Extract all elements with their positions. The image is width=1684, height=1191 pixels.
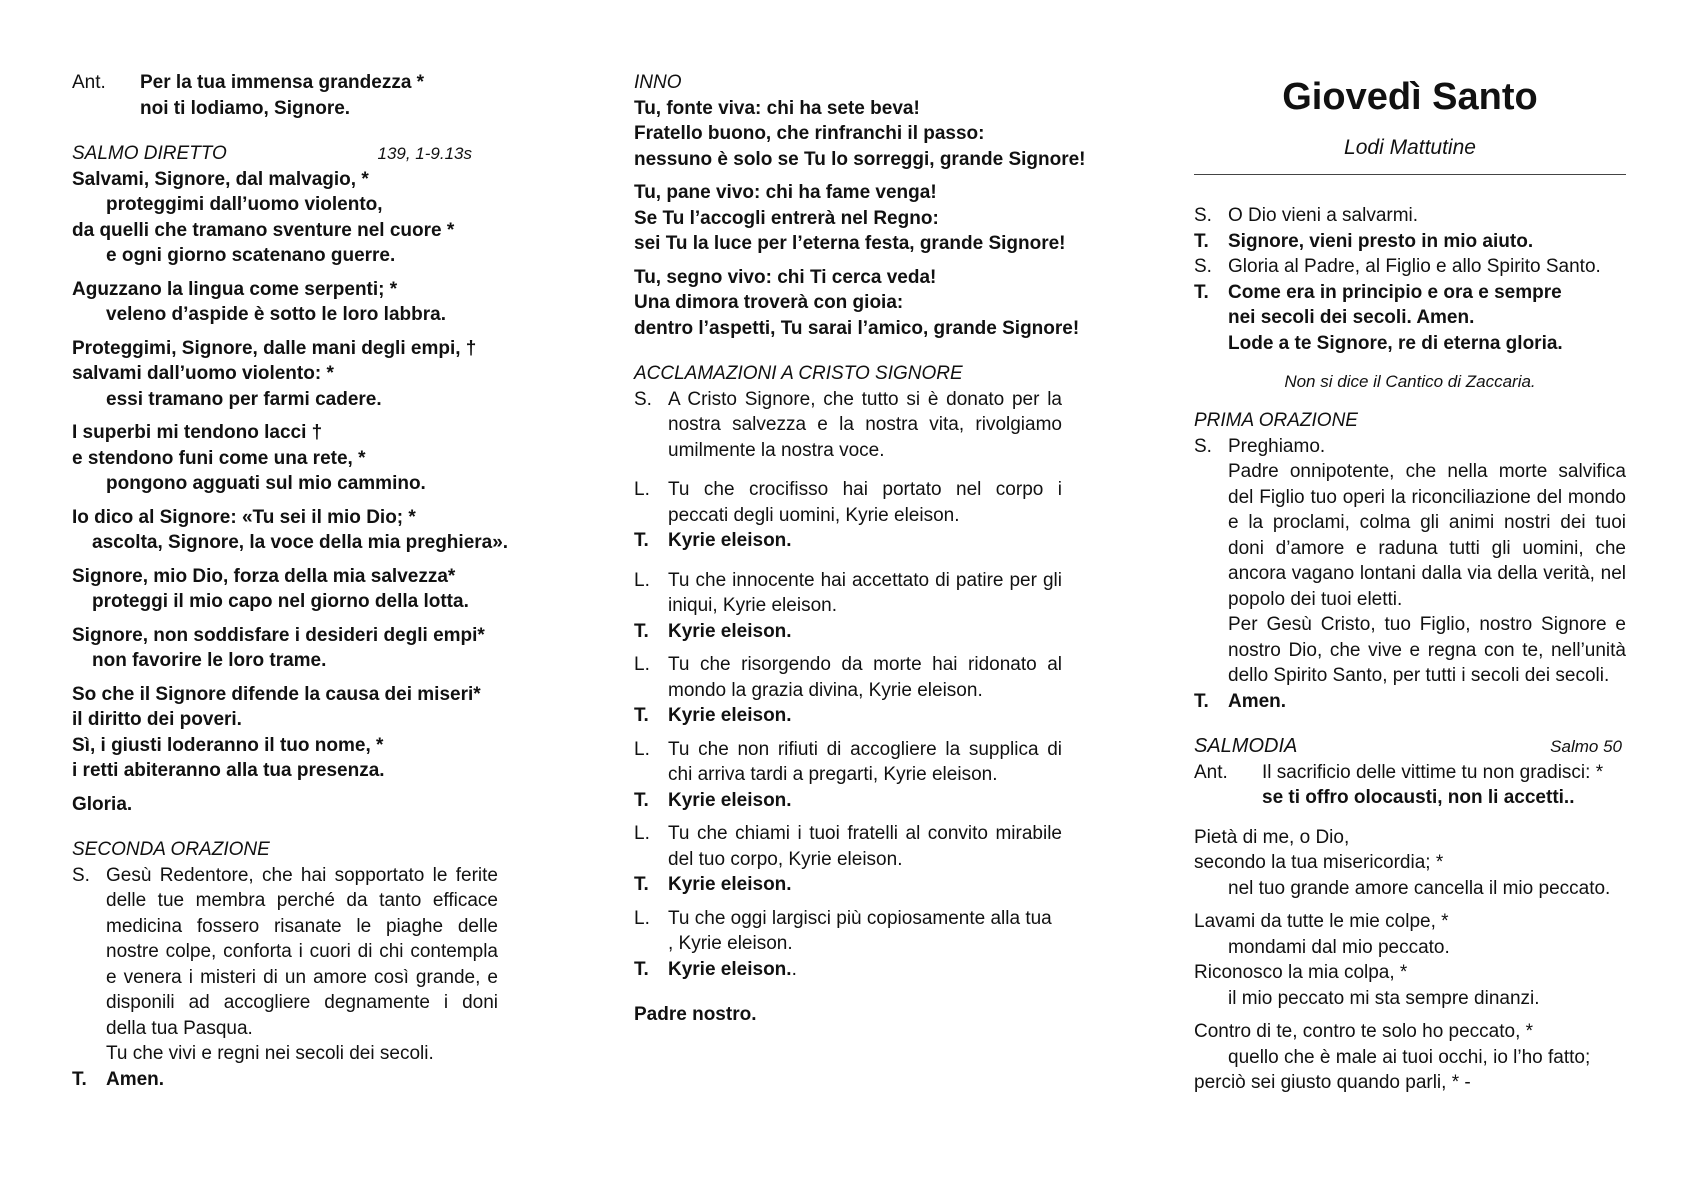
middle-column: [634, 70, 1086, 1028]
stanza: [72, 682, 498, 784]
invocation-text: Tu che oggi largisci più copiosamente alla tua , Kyrie eleison.: [668, 907, 1052, 954]
response-text: Kyrie eleison.: [668, 874, 792, 895]
verse: e ogni giorno scatenano guerre.: [106, 245, 396, 266]
verse: Se Tu l’accogli entrerà nel Regno:: [634, 207, 939, 229]
page-title: Giovedì Santo: [1282, 76, 1538, 118]
prayer-title: SECONDA ORAZIONE: [72, 839, 270, 860]
verse: Io dico al Signore: «Tu sei il mio Dio; *: [72, 506, 416, 528]
verse: quello che è male ai tuoi occhi, io l’ho fatto;: [1228, 1046, 1591, 1068]
invocation: [634, 737, 1062, 814]
verse: secondo la tua misericordia; *: [1194, 852, 1444, 873]
invocation-text: Tu che chiami i tuoi fratelli al convito mirabile del tuo corpo, Kyrie eleison.: [668, 823, 1062, 870]
reader-label: L.: [634, 654, 650, 675]
response-text: Kyrie eleison.: [668, 705, 792, 726]
invocation: [634, 906, 1062, 983]
prayer: [72, 863, 498, 1067]
response-label: T.: [634, 620, 649, 642]
antiphon-line: noi ti lodiamo, Signore.: [140, 97, 351, 119]
speaker-label: S.: [1194, 256, 1212, 277]
amen: [1194, 689, 1626, 715]
lode-text: Lode a te Signore, re di eterna gloria.: [1228, 332, 1563, 354]
psalm-text: [72, 167, 509, 818]
response-text: Kyrie eleison.: [668, 620, 792, 642]
verse: proteggimi dall’uomo violento,: [106, 194, 383, 215]
verse: Tu, fonte viva: chi ha sete beva!: [634, 97, 920, 119]
verse: da quelli che tramano sventure nel cuore *: [72, 219, 455, 241]
psalm-reference: 139, 1-9.13s: [377, 144, 472, 163]
hymn-text: [634, 96, 1086, 342]
verse: Signore, mio Dio, forza della mia salvezza*: [72, 565, 456, 587]
psalm-title: SALMO DIRETTO: [72, 143, 227, 164]
salmodia-heading: [1194, 734, 1626, 760]
page-subtitle: Lodi Mattutine: [1344, 136, 1476, 159]
verse: veleno d’aspide è sotto le loro labbra.: [106, 304, 446, 325]
reader-label: L.: [634, 738, 650, 760]
speaker-label: S.: [1194, 435, 1212, 457]
hymn-stanza: [634, 96, 1086, 173]
stanza: [1194, 825, 1626, 902]
response-text: Kyrie eleison.: [668, 530, 792, 551]
verse: Fratello buono, che rinfranchi il passo:: [634, 123, 985, 144]
verse: Signore, non soddisfare i desideri degli empi*: [72, 624, 485, 646]
speaker-label: T.: [1194, 281, 1209, 303]
amen: [72, 1067, 498, 1093]
speaker-label: T.: [1194, 230, 1209, 252]
title-divider: [1194, 174, 1626, 175]
verse: il mio peccato mi sta sempre dinanzi.: [1228, 987, 1540, 1009]
verse: salvami dall’uomo violento: *: [72, 363, 334, 384]
verse: il diritto dei poveri.: [72, 709, 242, 730]
verse: Proteggimi, Signore, dalle mani degli empi, †: [72, 337, 477, 359]
prayer-heading: [72, 837, 498, 863]
response-label: T.: [634, 958, 649, 980]
prayer-text: Gesù Redentore, che hai sopportato le ferite delle tue membra perché da tanto efficace medicina fossero risanate le piaghe delle nostre colpe, conforta i cuori di chi contempla e venera i misteri di un amore così grande, e disponili ad accogliere degnamente i doni della tua Pasqua.: [106, 864, 498, 1039]
verse: dentro l’aspetti, Tu sarai l’amico, grande Signore!: [634, 317, 1080, 339]
verse: Aguzzano la lingua come serpenti; *: [72, 278, 398, 300]
versicle: Signore, vieni presto in mio aiuto.: [1228, 230, 1534, 252]
opening-versicles: [1194, 203, 1626, 356]
invocation: [634, 568, 1062, 645]
prayer-close: Per Gesù Cristo, tuo Figlio, nostro Signore e nostro Dio, che vive e regna con te, nell’unità dello Spirito Santo, per tutti i secoli dei secoli.: [1228, 614, 1626, 686]
reader-label: L.: [634, 823, 650, 844]
amen-text: Amen.: [106, 1068, 165, 1090]
reader-label: L.: [634, 907, 650, 929]
verse: sei Tu la luce per l’eterna festa, grande Signore!: [634, 233, 1066, 254]
preghiamo: Preghiamo.: [1228, 435, 1326, 457]
prayer-title: PRIMA ORAZIONE: [1194, 410, 1358, 431]
antiphon-line: Il sacrificio delle vittime tu non gradisci: *: [1262, 761, 1604, 783]
speaker-label: S.: [634, 388, 652, 410]
prayer: [1194, 434, 1626, 689]
gloria: Gloria.: [72, 793, 133, 815]
verse: Una dimora troverà con gioia:: [634, 292, 904, 313]
verse: pongono agguati sul mio cammino.: [106, 473, 426, 494]
invocation-text: Tu che risorgendo da morte hai ridonato al mondo la grazia divina, Kyrie eleison.: [668, 654, 1062, 701]
salmodia-title: SALMODIA: [1194, 735, 1298, 757]
reader-label: L.: [634, 479, 650, 500]
acclamations-title: ACCLAMAZIONI A CRISTO SIGNORE: [634, 363, 963, 384]
verse: Pietà di me, o Dio,: [1194, 826, 1350, 848]
verse: i retti abiteranno alla tua presenza.: [72, 760, 385, 781]
hymn-title: INNO: [634, 72, 682, 93]
versicle: Come era in principio e ora e sempre nei secoli dei secoli. Amen.: [1228, 281, 1562, 328]
speaker-label: S.: [1194, 205, 1212, 226]
psalm-heading: [72, 141, 472, 167]
stanza: [1194, 1019, 1626, 1096]
verse: I superbi mi tendono lacci †: [72, 422, 323, 443]
response-label: T.: [634, 789, 649, 811]
prayer-text: Padre onnipotente, che nella morte salvifica del Figlio tuo operi la riconciliazione del mondo e la proclami, colma gli animi nostri dei tuoi doni d’amore e raduna tutti gli uomini, che ancora vagano lontani dalla via della verità, nel popolo dei tuoi eletti.: [1228, 461, 1626, 610]
prayer-close: Tu che vivi e regni nei secoli dei secoli.: [106, 1043, 434, 1064]
verse: So che il Signore difende la causa dei miseri*: [72, 683, 481, 705]
antiphon: [72, 70, 498, 121]
right-column: [1194, 70, 1626, 1096]
antiphon-label: Ant.: [1194, 761, 1228, 783]
hymn-stanza: [634, 265, 1080, 342]
stanza: [72, 505, 509, 556]
prayer-heading: [1194, 408, 1626, 434]
versicle: Gloria al Padre, al Figlio e allo Spirito Santo.: [1228, 256, 1601, 277]
verse: perciò sei giusto quando parli, * -: [1194, 1072, 1471, 1093]
antiphon-line: se ti offro olocausti, non li accetti..: [1262, 787, 1575, 808]
response-text: Kyrie eleison.: [668, 789, 792, 811]
stanza: [72, 564, 498, 615]
verse: nel tuo grande amore cancella il mio peccato.: [1228, 877, 1611, 899]
hymn-heading: [634, 70, 1062, 96]
salmodia-reference: Salmo 50: [1550, 737, 1622, 756]
verse: Contro di te, contro te solo ho peccato, *: [1194, 1021, 1534, 1042]
stanza: [72, 623, 498, 674]
speaker-label: T.: [1194, 690, 1209, 712]
speaker-label: T.: [72, 1068, 87, 1090]
verse: non favorire le loro trame.: [92, 650, 327, 671]
invocation-text: Tu che crocifisso hai portato nel corpo i peccati degli uomini, Kyrie eleison.: [668, 479, 1062, 526]
trailing-period: .: [791, 958, 797, 980]
verse: Tu, pane vivo: chi ha fame venga!: [634, 182, 937, 203]
antiphon-line: Per la tua immensa grandezza *: [140, 72, 425, 93]
invocation: [634, 477, 1062, 554]
stanza: [72, 167, 498, 269]
acclamations-heading: [634, 361, 1062, 387]
verse: Tu, segno vivo: chi Ti cerca veda!: [634, 266, 937, 288]
intro-text: A Cristo Signore, che tutto si è donato per la nostra salvezza e la nostra vita, rivolgiamo umilmente la nostra voce.: [668, 388, 1062, 461]
verse: Riconosco la mia colpa, *: [1194, 962, 1408, 983]
verse: e stendono funi come una rete, *: [72, 447, 366, 469]
verse: Sì, i giusti loderanno il tuo nome, *: [72, 734, 384, 756]
amen-text: Amen.: [1228, 690, 1287, 712]
verse: nessuno è solo se Tu lo sorreggi, grande Signore!: [634, 148, 1086, 170]
verse: Salvami, Signore, dal malvagio, *: [72, 168, 369, 190]
stanza: [1194, 909, 1626, 1011]
verse: essi tramano per farmi cadere.: [106, 388, 382, 410]
antiphon: [1194, 760, 1626, 811]
acclamations-intro: [634, 387, 1062, 464]
antiphon-label: Ant.: [72, 72, 106, 93]
invocation: [634, 652, 1062, 729]
response-label: T.: [634, 530, 649, 551]
stanza: [72, 336, 498, 413]
reader-label: L.: [634, 569, 650, 591]
psalm-text: [1194, 825, 1626, 1096]
verse: Lavami da tutte le mie colpe, *: [1194, 911, 1449, 932]
invocation-text: Tu che non rifiuti di accogliere la supplica di chi arriva tardi a pregarti, Kyrie eleison.: [668, 738, 1062, 785]
invocation-text: Tu che innocente hai accettato di patire per gli iniqui, Kyrie eleison.: [668, 569, 1062, 616]
response-label: T.: [634, 874, 649, 895]
hymn-stanza: [634, 180, 1066, 257]
rubric-note: Non si dice il Cantico di Zaccaria.: [1284, 372, 1536, 391]
invocation: [634, 821, 1062, 898]
verse: ascolta, Signore, la voce della mia preghiera».: [92, 532, 509, 553]
verse: mondami dal mio peccato.: [1228, 936, 1450, 958]
response-text: Kyrie eleison.: [668, 958, 792, 980]
left-column: [72, 70, 509, 1092]
versicle: O Dio vieni a salvarmi.: [1228, 205, 1419, 226]
stanza: [72, 277, 498, 328]
verse: proteggi il mio capo nel giorno della lotta.: [92, 591, 469, 612]
pater-noster: Padre nostro.: [634, 1004, 757, 1025]
stanza: [72, 420, 498, 497]
speaker-label: S.: [72, 864, 90, 886]
response-label: T.: [634, 705, 649, 726]
